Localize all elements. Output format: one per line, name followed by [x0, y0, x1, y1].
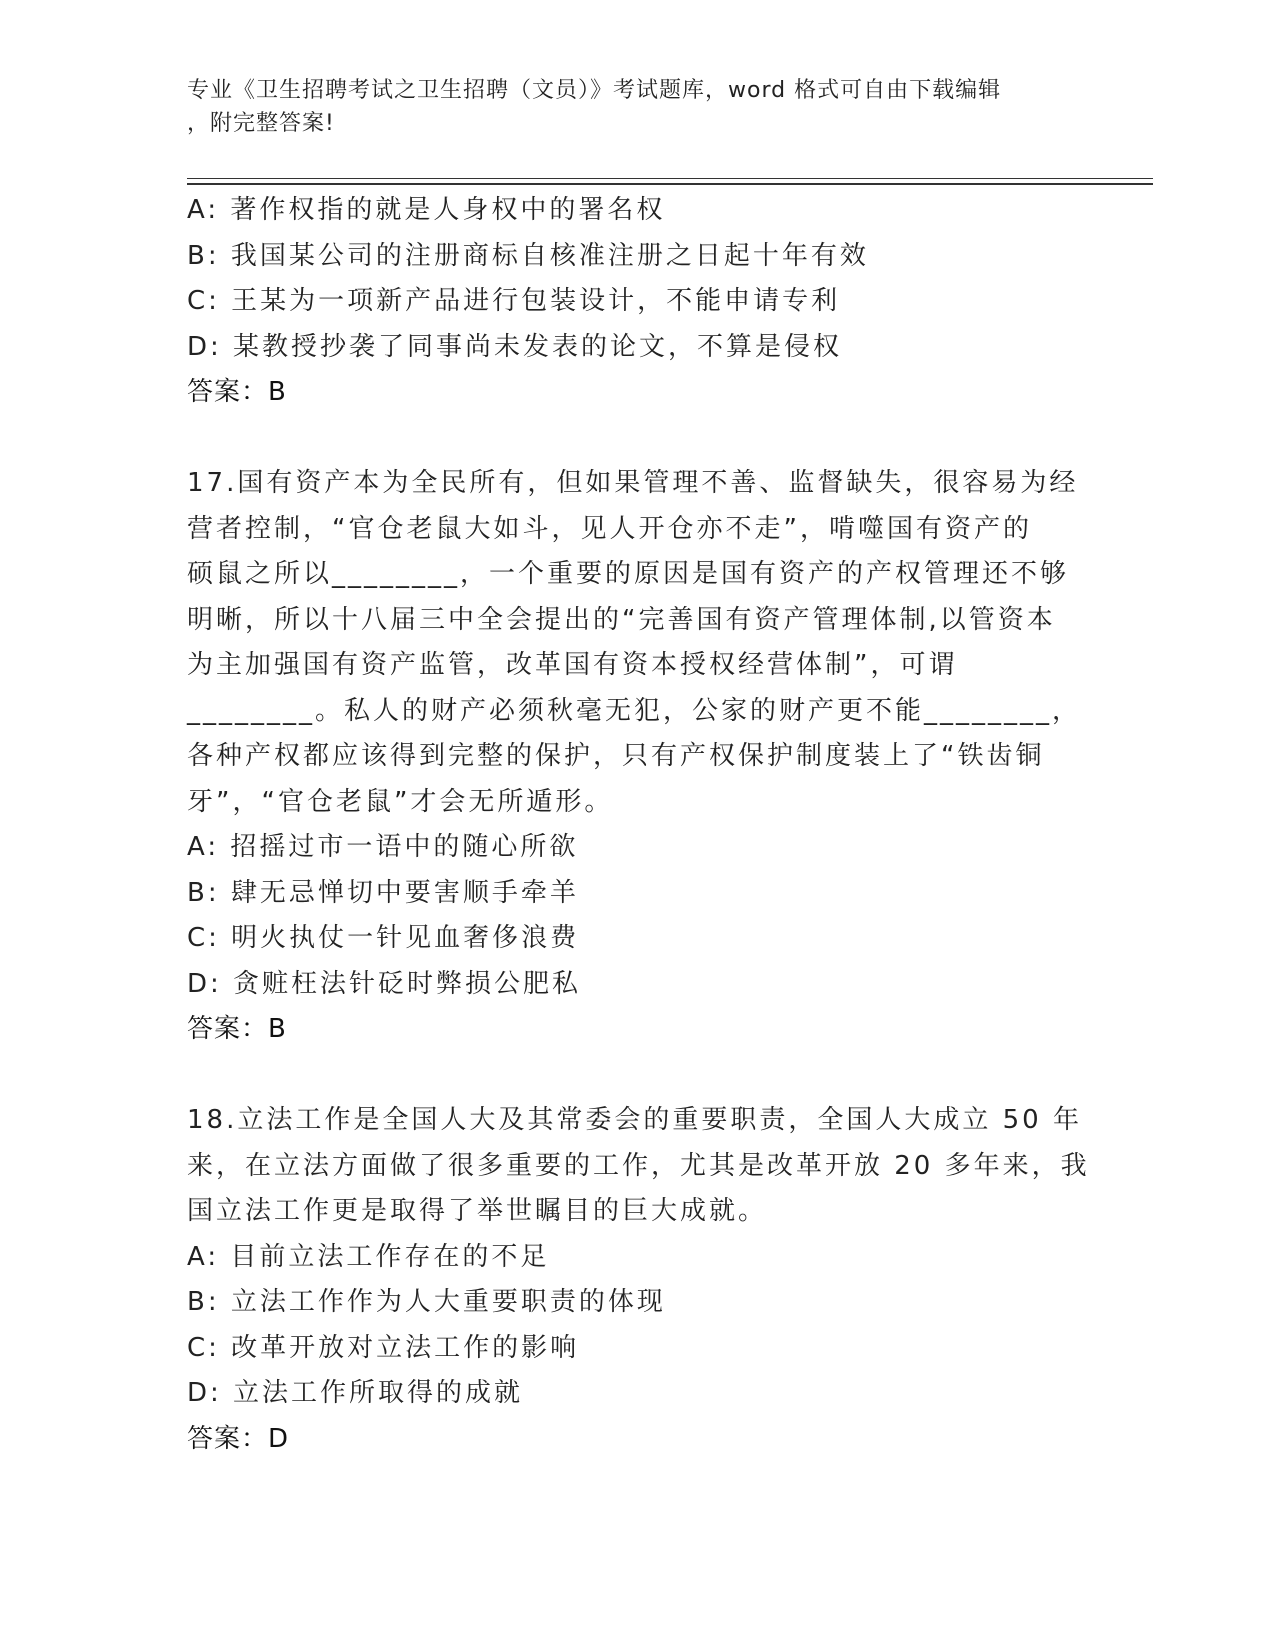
- question-18: [187, 1098, 1090, 1462]
- option-c: C: 改革开放对立法工作的影响: [187, 1332, 580, 1363]
- answer-label: 答案：B: [187, 1014, 287, 1044]
- question-stem-line: 国立法工作更是取得了举世瞩目的巨大成就。: [187, 1196, 768, 1226]
- option-c: C: 明火执仗一针见血奢侈浪费: [187, 923, 580, 953]
- header-title-line-2: ，附完整答案!: [187, 111, 335, 136]
- question-stem-line: 明晰，所以十八届三中全会提出的“完善国有资产管理体制,以管资本: [187, 604, 1056, 635]
- document-header: [187, 74, 1067, 140]
- option-c: C: 王某为一项新产品进行包装设计，不能申请专利: [187, 286, 841, 316]
- option-a: A: 著作权指的就是人身权中的署名权: [187, 195, 666, 225]
- question-list: [187, 188, 1090, 1462]
- question-17: [187, 461, 1087, 1053]
- option-b: B: 我国某公司的注册商标自核准注册之日起十年有效: [187, 240, 869, 271]
- question-stem-line: 营者控制，“官仓老鼠大如斗，见人开仓亦不走”，啃噬国有资产的: [187, 513, 1032, 544]
- answer-label: 答案：B: [187, 377, 287, 407]
- header-title-line-1: 专业《卫生招聘考试之卫生招聘（文员）》考试题库，word 格式可自由下载编辑: [187, 78, 1002, 103]
- question-16: [187, 188, 1087, 416]
- question-stem-line: ________。私人的财产必须秋毫无犯，公家的财产更不能________，: [187, 695, 1082, 726]
- question-stem-line: 17.国有资产本为全民所有，但如果管理不善、监督缺失，很容易为经: [187, 468, 1079, 498]
- option-a: A: 招摇过市一语中的随心所欲: [187, 832, 579, 862]
- question-stem-line: 各种产权都应该得到完整的保护，只有产权保护制度装上了“铁齿铜: [187, 741, 1045, 771]
- question-stem-line: 来，在立法方面做了很多重要的工作，尤其是改革开放 20 多年来，我: [187, 1150, 1090, 1181]
- option-a: A: 目前立法工作存在的不足: [187, 1241, 550, 1272]
- answer-label: 答案：D: [187, 1423, 290, 1454]
- spacer: [187, 416, 1087, 462]
- option-d: D: 贪赃枉法针砭时弊损公肥私: [187, 968, 582, 999]
- header-divider-thick: [187, 183, 1153, 185]
- option-d: D: 立法工作所取得的成就: [187, 1378, 524, 1408]
- question-stem-line: 为主加强国有资产监管，改革国有资本授权经营体制”，可谓: [187, 650, 958, 680]
- question-stem-line: 牙”，“官仓老鼠”才会无所遁形。: [187, 786, 614, 817]
- option-b: B: 肆无忌惮切中要害顺手牵羊: [187, 877, 579, 908]
- option-b: B: 立法工作作为人大重要职责的体现: [187, 1287, 666, 1317]
- option-d: D: 某教授抄袭了同事尚未发表的论文，不算是侵权: [187, 331, 843, 362]
- question-stem-line: 18.立法工作是全国人大及其常委会的重要职责，全国人大成立 50 年: [187, 1105, 1082, 1135]
- spacer: [187, 1053, 1087, 1099]
- header-divider-thin: [187, 178, 1153, 179]
- question-stem-line: 硕鼠之所以________，一个重要的原因是国有资产的产权管理还不够: [187, 559, 1070, 589]
